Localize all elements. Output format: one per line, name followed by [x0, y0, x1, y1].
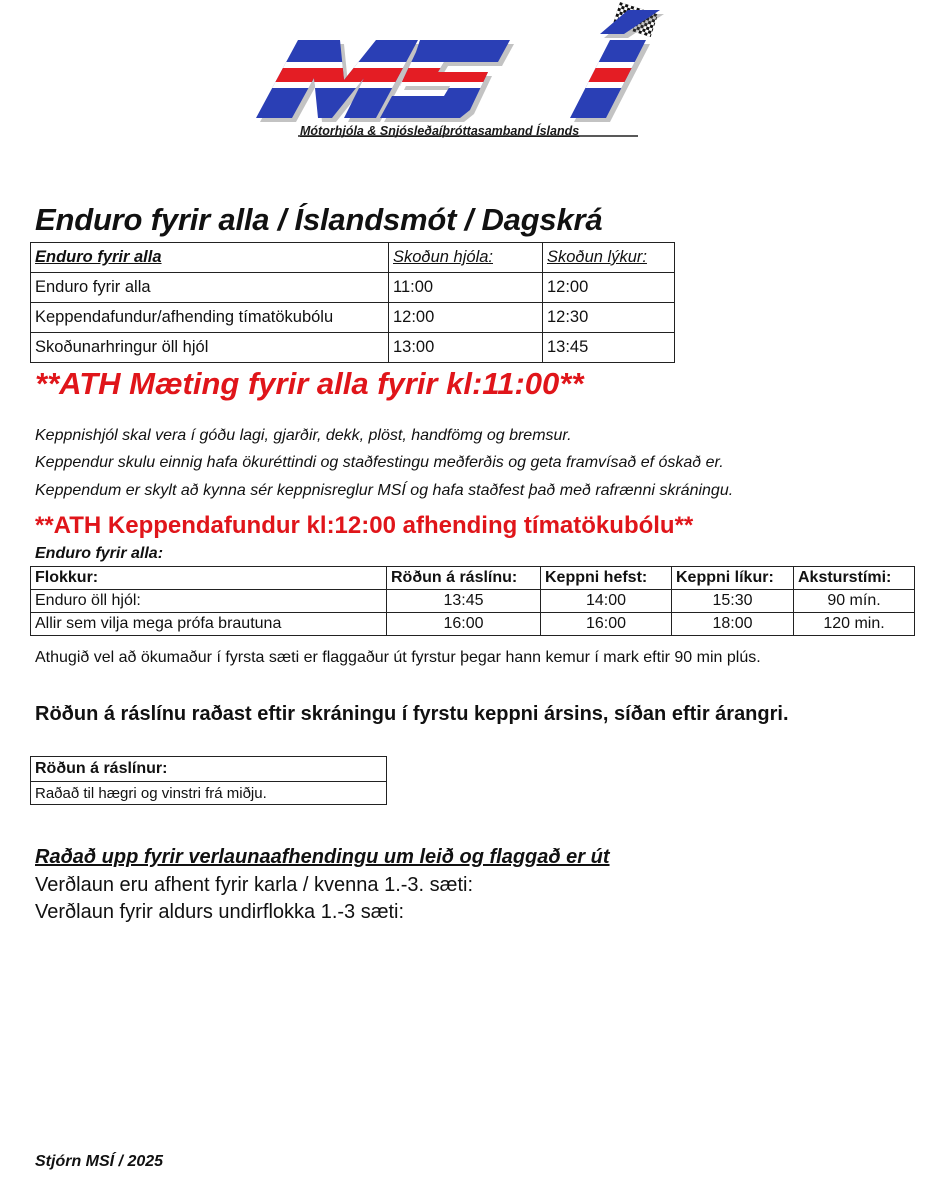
- table-header-cell: Enduro fyrir alla: [31, 243, 389, 273]
- logo-tagline: Mótorhjóla & Snjósleðaíþróttasamband Íslands: [300, 124, 580, 138]
- table-cell: Raðað til hægri og vinstri frá miðju.: [31, 782, 387, 805]
- table-cell: 13:45: [543, 333, 675, 363]
- table-cell: 13:00: [389, 333, 543, 363]
- table-header-row: [31, 567, 915, 590]
- table-header-cell: Röðun á ráslínur:: [31, 757, 387, 782]
- prize-line: Verðlaun fyrir aldurs undirflokka 1.-3 sæti:: [35, 901, 405, 923]
- table-cell: 16:00: [387, 613, 541, 636]
- table-header-cell: Flokkur:: [31, 567, 387, 590]
- table-cell: 12:00: [543, 273, 675, 303]
- meeting-warning: **ATH Keppendafundur kl:12:00 afhending tímatökubólu**: [35, 512, 694, 539]
- table-cell: 16:00: [541, 613, 672, 636]
- table-cell: 14:00: [541, 590, 672, 613]
- msi-logo: [248, 0, 678, 150]
- class-table: [30, 566, 915, 636]
- table-cell: Skoðunarhringur öll hjól: [31, 333, 389, 363]
- table-header-cell: Keppni líkur:: [672, 567, 794, 590]
- prize-heading: Raðað upp fyrir verlaunaafhendingu um leið og flaggað er út: [35, 846, 610, 868]
- rule-note: Keppendum er skylt að kynna sér keppnisreglur MSÍ og hafa staðfest það með rafrænni skráningu.: [35, 482, 734, 499]
- table-header-row: [31, 243, 675, 273]
- page-title: Enduro fyrir alla / Íslandsmót / Dagskrá: [35, 202, 603, 237]
- class-section-title: Enduro fyrir alla:: [35, 545, 164, 562]
- table-cell: 15:30: [672, 590, 794, 613]
- flag-note: Athugið vel að ökumaður í fyrsta sæti er flaggaður út fyrstur þegar hann kemur í mark eftir 90 min plús.: [35, 649, 761, 666]
- table-cell: 12:30: [543, 303, 675, 333]
- table-header-cell: Keppni hefst:: [541, 567, 672, 590]
- table-cell: 18:00: [672, 613, 794, 636]
- table-cell: 13:45: [387, 590, 541, 613]
- table-cell: 120 min.: [794, 613, 915, 636]
- prize-line: Verðlaun eru afhent fyrir karla / kvenna 1.-3. sæti:: [35, 874, 473, 896]
- attendance-warning: **ATH Mæting fyrir alla fyrir kl:11:00**: [35, 366, 584, 401]
- table-cell: 12:00: [389, 303, 543, 333]
- table-header-cell: Skoðun lýkur:: [543, 243, 675, 273]
- table-cell: Keppendafundur/afhending tímatökubólu: [31, 303, 389, 333]
- table-header-cell: Röðun á ráslínu:: [387, 567, 541, 590]
- table-row: [31, 303, 675, 333]
- table-row: [31, 333, 675, 363]
- rule-note: Keppendur skulu einnig hafa ökuréttindi og staðfestingu meðferðis og geta framvísað ef óskað er.: [35, 454, 724, 471]
- table-cell: Enduro fyrir alla: [31, 273, 389, 303]
- grid-order-heading: Röðun á ráslínu raðast eftir skráningu í fyrstu keppni ársins, síðan eftir árangri.: [35, 703, 789, 725]
- table-row: [31, 590, 915, 613]
- table-cell: 11:00: [389, 273, 543, 303]
- table-header-row: [31, 757, 387, 782]
- table-cell: Enduro öll hjól:: [31, 590, 387, 613]
- schedule-table: [30, 242, 675, 363]
- footer-signature: Stjórn MSÍ / 2025: [35, 1153, 164, 1170]
- table-cell: Allir sem vilja mega prófa brautuna: [31, 613, 387, 636]
- table-cell: 90 mín.: [794, 590, 915, 613]
- table-row: [31, 782, 387, 805]
- grid-order-table: [30, 756, 387, 805]
- table-row: [31, 273, 675, 303]
- table-row: [31, 613, 915, 636]
- table-header-cell: Skoðun hjóla:: [389, 243, 543, 273]
- table-header-cell: Aksturstími:: [794, 567, 915, 590]
- rule-note: Keppnishjól skal vera í góðu lagi, gjarðir, dekk, plöst, handfömg og bremsur.: [35, 427, 572, 444]
